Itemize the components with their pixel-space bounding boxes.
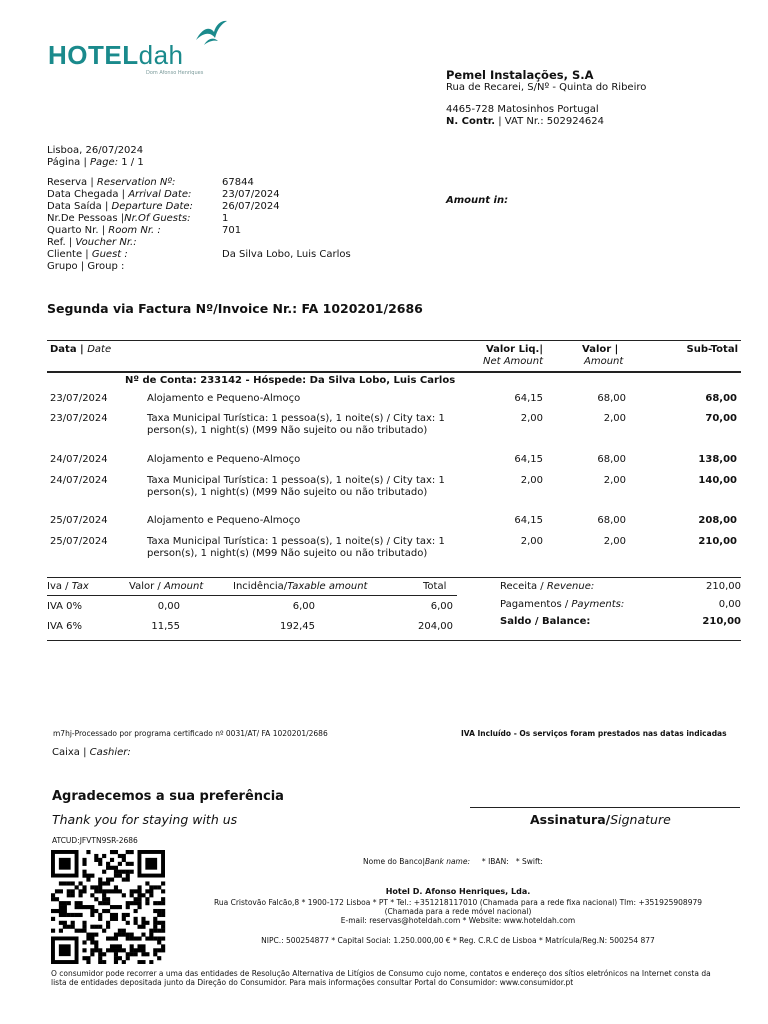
row-net-amount: 2,00 [520,413,543,424]
qr-code-icon [48,850,168,964]
row-subtotal: 70,00 [705,413,737,424]
page-label: Página | [47,157,91,168]
tax-header-rule [47,595,457,596]
info-label: Ref. | Voucher Nr.: [47,237,137,248]
tax-col-total: Total [423,581,447,592]
row-amount: 2,00 [603,475,626,486]
account-line: Nº de Conta: 233142 - Hóspede: Da Silva Lobo, Luis Carlos [125,375,456,386]
tax-row-value: 11,55 [151,621,180,632]
company-name: Pemel Instalações, S.A [446,68,594,82]
row-subtotal: 208,00 [698,515,737,526]
row-date: 24/07/2024 [50,454,108,465]
info-label: Cliente | Guest : [47,249,128,260]
row-subtotal: 68,00 [705,393,737,404]
balance-value: 210,00 [702,616,741,627]
company-contr-label: N. Contr. [446,116,496,127]
tax-row-incidence: 192,45 [280,621,315,632]
row-amount: 2,00 [603,536,626,547]
hotel-name: Hotel D. Afonso Henriques, Lda. [385,887,531,896]
iva-note: IVA Incluído - Os serviços foram prestados nas datas indicadas [461,729,727,738]
page-number [47,157,144,169]
logo-tagline: Dom Afonso Henriques [146,70,204,76]
row-date: 23/07/2024 [50,393,108,404]
bird-wings-icon [194,18,228,48]
info-label: Data Saída | Departure Date: [47,201,193,212]
row-date: 25/07/2024 [50,536,108,547]
row-net-amount: 2,00 [520,536,543,547]
logo-hotel-text: HOTEL [48,40,139,70]
signature-line [470,807,740,808]
billing-company [446,68,746,128]
signature-label: Assinatura/Signature [530,812,671,827]
company-address-1: Rua de Recarei, S/Nº - Quinta do Ribeiro [446,82,647,93]
info-value: 1 [222,213,229,224]
info-value: 26/07/2024 [222,201,280,212]
logo-dah-text: dah [138,40,184,70]
row-amount: 68,00 [597,393,626,404]
tax-row-iva: IVA 0% [47,601,83,612]
tax-row-value: 0,00 [157,601,180,612]
hotel-address: Rua Cristovão Falcão,8 * 1900-172 Lisboa * PT * Tel.: +351218117010 (Chamada para a rede fixa nacional) Tlm: +351925908979 [213,898,703,907]
col-date-header: Data | Date [50,344,112,355]
col-net-header: Valor Liq.| Net Amount [482,344,543,367]
table-header-rule [47,371,741,373]
hotel-email: E-mail: reservas@hoteldah.com * Website: www.hoteldah.com [340,916,576,925]
tax-col-iva: Iva / Tax [47,581,89,592]
row-subtotal: 138,00 [698,454,737,465]
col-subtotal-header: Sub-Total [686,344,738,355]
info-label: Reserva | Reservation Nº: [47,177,176,188]
row-date: 25/07/2024 [50,515,108,526]
row-description: Alojamento e Pequeno-Almoço [147,393,301,404]
tax-top-rule [47,577,741,578]
hotel-logo [46,18,228,80]
row-amount: 68,00 [597,515,626,526]
company-vat [446,116,746,128]
row-amount: 2,00 [603,413,626,424]
company-vat-number: | VAT Nr.: 502924624 [498,116,605,127]
bank-line: Nome do Banco|Bank name: * IBAN: * Swift: [363,857,543,866]
atcud: ATCUD:JFVTN9SR-2686 [52,836,138,845]
hotel-nipc: NIPC.: 500254877 * Capital Social: 1.250.000,00 € * Reg. C.R.C de Lisboa * Matrícula/Reg.N: 500254 877 [261,936,655,945]
info-label: Nr.De Pessoas |Nr.Of Guests: [47,213,191,224]
thanks-en: Thank you for staying with us [52,812,238,827]
revenue-value: 210,00 [706,581,741,592]
info-label: Grupo | Group : [47,261,125,272]
info-value: 67844 [222,177,254,188]
row-date: 23/07/2024 [50,413,108,424]
thanks-pt: Agradecemos a sua preferência [52,789,284,804]
payments-label: Pagamentos / Payments: [500,599,625,610]
row-description: Taxa Municipal Turística: 1 pessoa(s), 1 noite(s) / City tax: 1 person(s), 1 night(s) (M99 Não sujeito ou não tributado) [147,475,445,498]
tax-row-iva: IVA 6% [47,621,83,632]
revenue-label: Receita / Revenue: [500,581,595,592]
row-description: Alojamento e Pequeno-Almoço [147,454,301,465]
tax-row-incidence: 6,00 [292,601,315,612]
row-subtotal: 140,00 [698,475,737,486]
info-value: 701 [222,225,242,236]
company-address-2: 4465-728 Matosinhos Portugal [446,104,599,115]
row-description: Taxa Municipal Turística: 1 pessoa(s), 1 noite(s) / City tax: 1 person(s), 1 night(s) (M99 Não sujeito ou não tributado) [147,413,445,436]
place-date: Lisboa, 26/07/2024 [47,145,144,156]
row-amount: 68,00 [597,454,626,465]
info-value: Da Silva Lobo, Luis Carlos [222,249,351,260]
amount-in-label: Amount in: [446,195,509,206]
invoice-title: Segunda via Factura Nº/Invoice Nr.: FA 1020201/2686 [47,301,423,316]
row-description: Taxa Municipal Turística: 1 pessoa(s), 1 noite(s) / City tax: 1 person(s), 1 night(s) (M99 Não sujeito ou não tributado) [147,536,445,559]
table-top-rule [47,340,741,341]
payments-value: 0,00 [718,599,741,610]
page-label-en: Page: [90,157,119,168]
hotel-address-2: (Chamada para a rede móvel nacional) [384,907,532,916]
consumer-note-2: lista de entidades depositada junto da Direção do Consumidor. Para mais informações consultar Portal do Consumidor: www.consumidor.pt [51,978,574,987]
page-value: 1 / 1 [118,157,144,168]
info-label: Data Chegada | Arrival Date: [47,189,192,200]
consumer-note-1: O consumidor pode recorrer a uma das entidades de Resolução Alternativa de Litígios de Consumo cujo nome, contatos e endereço dos sítios eletrónicos na Internet consta da [51,969,711,978]
row-net-amount: 2,00 [520,475,543,486]
info-label: Quarto Nr. | Room Nr. : [47,225,161,236]
tax-row-total: 204,00 [418,621,453,632]
row-net-amount: 64,15 [514,393,543,404]
col-amount-header: Valor | Amount [582,344,624,367]
row-net-amount: 64,15 [514,454,543,465]
row-description: Alojamento e Pequeno-Almoço [147,515,301,526]
info-value: 23/07/2024 [222,189,280,200]
row-subtotal: 210,00 [698,536,737,547]
row-date: 24/07/2024 [50,475,108,486]
tax-col-incidence: Incidência/Taxable amount [233,581,368,592]
processed-note: m7hj-Processado por programa certificado nº 0031/AT/ FA 1020201/2686 [53,729,328,738]
balance-label: Saldo / Balance: [500,616,591,627]
tax-col-value: Valor / Amount [129,581,204,592]
row-net-amount: 64,15 [514,515,543,526]
totals-bottom-rule [47,640,741,641]
cashier-label: Caixa | Cashier: [52,747,131,758]
tax-row-total: 6,00 [430,601,453,612]
